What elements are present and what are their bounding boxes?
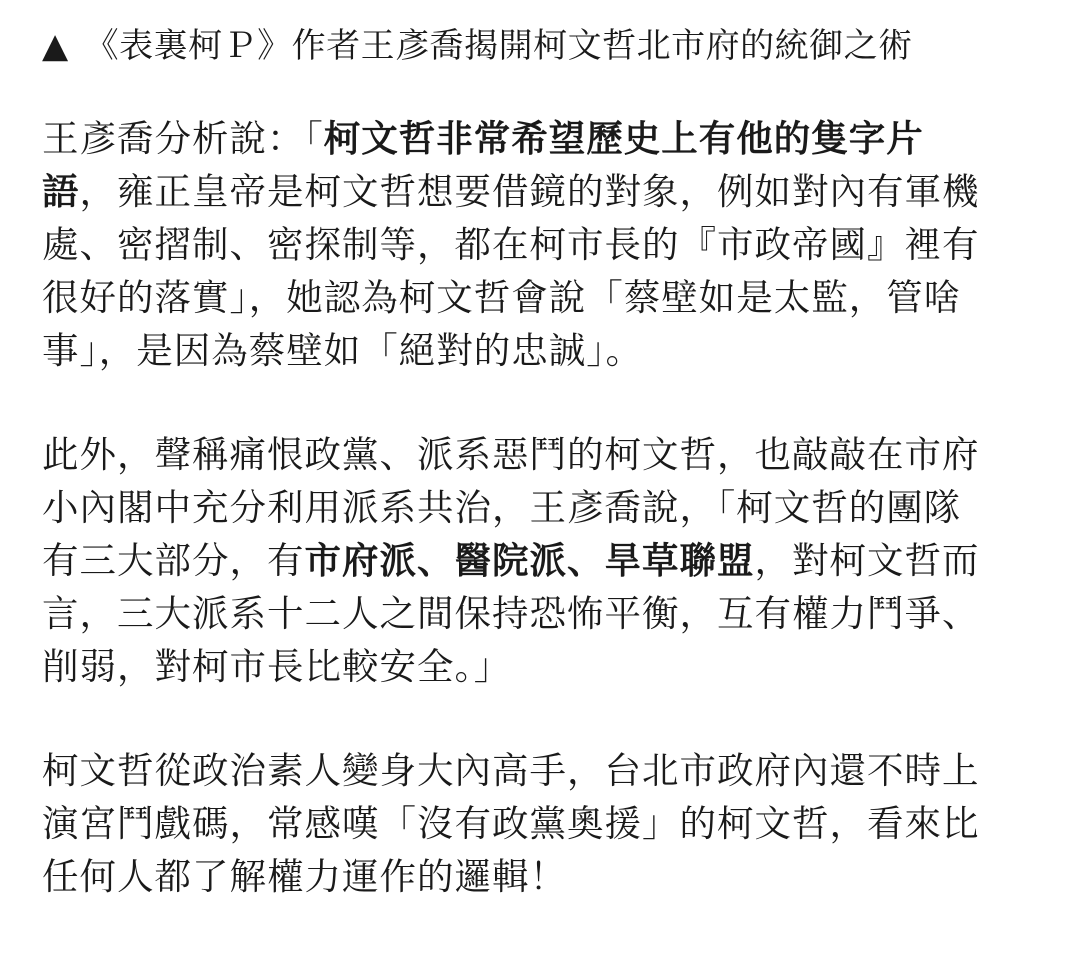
paragraph-2 [42, 428, 1012, 693]
text-run: 有三大部分，有 [42, 539, 305, 582]
text-run: ，雍正皇帝是柯文哲想要借鏡的對象，例如對內有軍機 [79, 170, 980, 213]
photo-caption [42, 18, 1042, 74]
article [42, 18, 1042, 954]
paragraph-line: 處、密摺制、密探制等，都在柯市長的『市政帝國』裡有 [42, 223, 980, 266]
triangle-marker-icon: ▲ [42, 26, 69, 66]
paragraph-3 [42, 744, 1012, 903]
bold-quote: 柯文哲非常希望歷史上有他的隻字片 [323, 117, 924, 160]
paragraph-1 [42, 112, 1012, 377]
paragraph-line: 削弱，對柯市長比較安全。」 [42, 645, 512, 688]
paragraph-line: 柯文哲從政治素人變身大內高手，台北市政府內還不時上 [42, 749, 980, 792]
text-run: ，對柯文哲而 [754, 539, 980, 582]
paragraph-line: 事」，是因為蔡壁如「絕對的忠誠」。 [42, 329, 643, 372]
paragraph-line [42, 112, 1012, 165]
text-run: 王彥喬分析說：「 [42, 117, 324, 160]
caption-text: 《表裏柯Ｐ》作者王彥喬揭開柯文哲北市府的統御之術 [84, 26, 913, 66]
paragraph-line: 任何人都了解權力運作的邏輯！ [42, 855, 567, 898]
paragraph-line: 言，三大派系十二人之間保持恐怖平衡，互有權力鬥爭、 [42, 592, 980, 635]
paragraph-line: 很好的落實」，她認為柯文哲會說「蔡壁如是太監，管啥 [42, 276, 962, 319]
paragraph-line: 此外，聲稱痛恨政黨、派系惡鬥的柯文哲，也敲敲在市府 [42, 433, 980, 476]
paragraph-line: 小內閣中充分利用派系共治，王彥喬說，「柯文哲的團隊 [42, 486, 962, 529]
bold-quote: 語 [42, 170, 80, 213]
bold-factions: 市府派、醫院派、旱草聯盟 [304, 539, 755, 582]
paragraph-line: 演宮鬥戲碼，常感嘆「沒有政黨奧援」的柯文哲，看來比 [42, 802, 980, 845]
paragraph-line [42, 534, 1012, 587]
paragraph-line [42, 165, 1012, 218]
